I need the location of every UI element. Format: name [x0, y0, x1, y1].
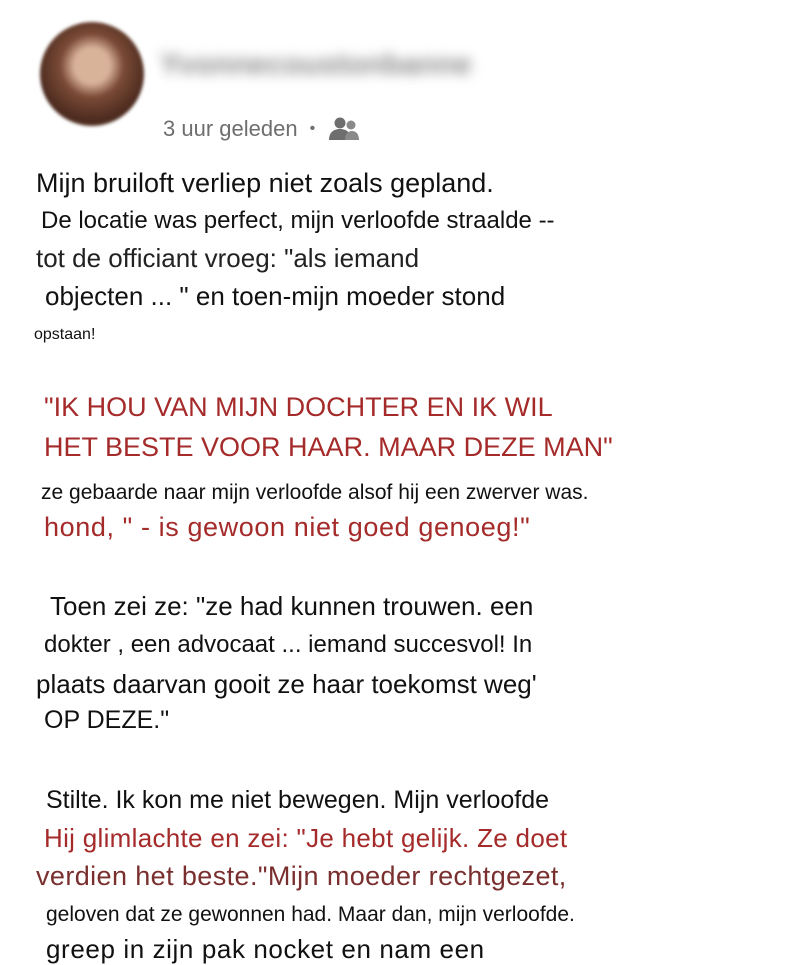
quote-line: hond, " - is gewoon niet goed genoeg!" — [44, 512, 531, 542]
story-line: dokter , een advocaat ... iemand succesvol! In — [44, 631, 533, 658]
people-icon[interactable] — [327, 116, 361, 142]
story-line: opstaan! — [34, 326, 96, 343]
story-line: OP DEZE." — [44, 706, 170, 734]
quote-line: verdien het beste."Mijn moeder rechtgezet, — [36, 861, 567, 891]
meta-separator: • — [309, 120, 316, 137]
story-line: ze gebaarde naar mijn verloofde alsof hij een zwerver was. — [41, 481, 589, 504]
quote-line: "IK HOU VAN MIJN DOCHTER EN IK WIL — [44, 392, 553, 422]
story-line: Toen zei ze: "ze had kunnen trouwen. een — [50, 591, 534, 621]
story-line: objecten ... " en toen-mijn moeder stond — [45, 281, 506, 311]
story-line: Mijn bruiloft verliep niet zoals gepland. — [36, 168, 494, 198]
author-name[interactable]: Yvonnecoustonbanne — [160, 48, 472, 81]
quote-line: HET BESTE VOOR HAAR. MAAR DEZE MAN" — [44, 432, 613, 462]
story-line: greep in zijn pak nocket en nam een — [46, 934, 485, 964]
story-line: plaats daarvan gooit ze haar toekomst weg' — [36, 669, 537, 699]
story-line: tot de officiant vroeg: "als iemand — [36, 243, 420, 273]
story-line: Stilte. Ik kon me niet bewegen. Mijn verloofde — [46, 786, 550, 814]
story-line: geloven dat ze gewonnen had. Maar dan, mijn verloofde. — [46, 903, 575, 926]
post-timestamp[interactable]: 3 uur geleden — [163, 116, 298, 141]
quote-line: Hij glimlachte en zei: "Je hebt gelijk. Ze doet — [44, 823, 568, 853]
post-meta — [163, 115, 361, 143]
story-line: De locatie was perfect, mijn verloofde straalde -- — [41, 207, 555, 234]
author-avatar[interactable] — [40, 22, 144, 126]
